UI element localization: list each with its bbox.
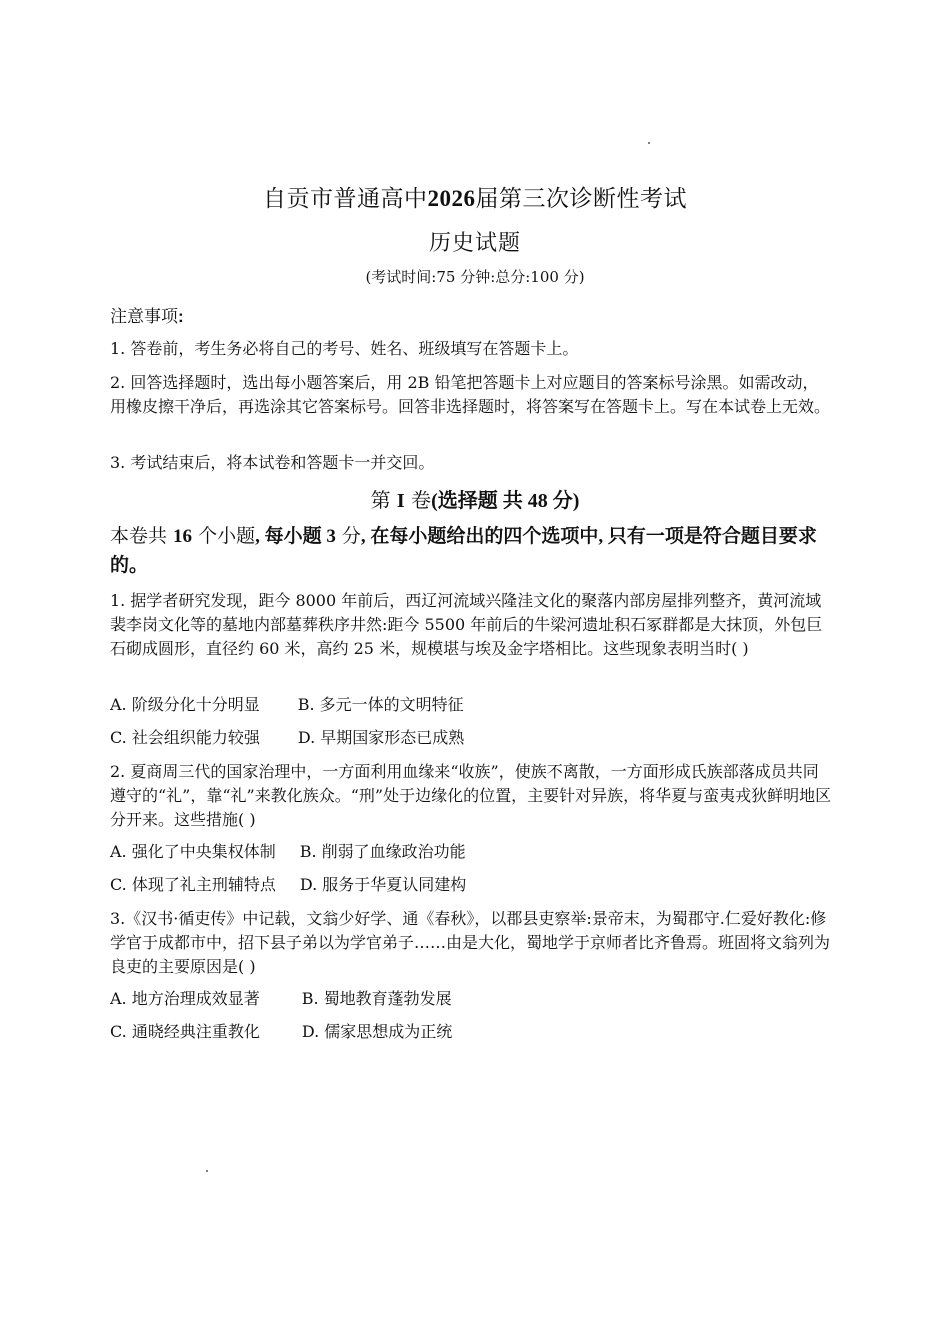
question-1-options-row-2 (110, 727, 464, 749)
option-d[interactable]: D. 儒家思想成为正统 (301, 1022, 453, 1041)
scan-dot (206, 1170, 208, 1172)
question-3-stem: 3.《汉书·循吏传》中记载，文翁少好学、通《春秋》，以郡县吏察举:景帝末，为蜀郡守.仁爱好教化:修学官于成都市中，招下县子弟以为学官弟子……由是大化，蜀地学于京师者比齐鲁焉。班固将文翁列为良吏的主要原因是( ) (110, 909, 831, 976)
option-a[interactable]: A. 地方治理成效显著 (110, 989, 260, 1008)
desc-part: , 在每小题给出的四个选项中 (360, 526, 599, 547)
section-title-roman: I (396, 490, 405, 512)
desc-part: 本卷共 (110, 525, 174, 547)
question-2-options-row-2 (110, 874, 466, 896)
desc-part: 个小题 (192, 525, 256, 547)
option-a[interactable]: A. 强化了中央集权体制 (110, 842, 276, 861)
title-year: 2026 (427, 186, 476, 211)
section-title (0, 484, 950, 513)
question-2-stem: 2. 夏商周三代的国家治理中，一方面利用血缘来“收族”，使族不离散，一方面形成氏族部落成员共同遵守的“礼”，靠“礼”来教化族众。“刑”处于边缘化的位置，主要针对异族，将华夏与蛮夷戎狄鲜明地区分开来。这些措施( ) (110, 762, 832, 829)
desc-part: , 只有一项是符合题目要求的。 (110, 526, 817, 576)
scan-dot (648, 142, 650, 144)
title-prefix: 自贡市普通高中 (263, 186, 428, 212)
subject-title: 历史试题 (428, 231, 521, 256)
section-title-pre: 第 (370, 488, 397, 512)
option-c[interactable]: C. 通晓经典注重教化 (110, 1022, 260, 1041)
desc-count: 16 (173, 526, 193, 547)
question-1-options-row-1 (110, 694, 464, 716)
section-title-paren: (选择题 共 (431, 490, 528, 512)
option-b[interactable]: B. 蜀地教育蓬勃发展 (301, 989, 452, 1008)
question-3-options-row-2 (110, 1021, 452, 1043)
notice-heading (110, 302, 184, 327)
notice-item-1: 1. 答卷前，考生务必将自己的考号、姓名、班级填写在答题卡上。 (110, 339, 579, 358)
question-3-options-row-1 (110, 988, 452, 1010)
option-d[interactable]: D. 早期国家形态已成熟 (297, 728, 465, 747)
section-title-mid: 卷 (404, 488, 432, 512)
section-title-end: 分) (547, 490, 580, 512)
exam-title (0, 180, 950, 213)
question-2-options-row-1 (110, 841, 466, 863)
question-1-stem: 1. 据学者研究发现，距今 8000 年前后，西辽河流域兴隆洼文化的聚落内部房屋排列整齐，黄河流域裴李岗文化等的墓地内部墓葬秩序井然:距今 5500 年前后的牛梁河遗址积石冢群都是大抹顶，外包巨石砌成圆形，直径约 60 米，高约 25 米，规模堪与埃及金字塔相比。这些现象表明当时( ) (110, 591, 823, 658)
desc-part: 分 (335, 525, 361, 547)
section-description (110, 522, 834, 580)
option-b[interactable]: B. 多元一体的文明特征 (297, 695, 464, 714)
option-d[interactable]: D. 服务于华夏认同建构 (299, 875, 467, 894)
section-title-score: 48 (527, 490, 548, 512)
option-c[interactable]: C. 体现了礼主刑辅特点 (110, 875, 276, 894)
option-b[interactable]: B. 削弱了血缘政治功能 (299, 842, 466, 861)
desc-part: , 每小题 (255, 526, 327, 547)
notice-heading-text: 注意事项 (110, 307, 178, 327)
exam-info: (考试时间:75 分钟:总分:100 分) (365, 268, 585, 286)
notice-item-2: 2. 回答选择题时，选出每小题答案后，用 2B 铅笔把答题卡上对应题目的答案标号涂黑。如需改动，用橡皮擦干净后，再选涂其它答案标号。回答非选择题时，将答案写在答题卡上。写在本试卷上无效。 (110, 373, 831, 416)
option-c[interactable]: C. 社会组织能力较强 (110, 728, 260, 747)
notice-heading-colon: : (178, 307, 184, 326)
title-suffix: 届第三次诊断性考试 (475, 186, 687, 212)
option-a[interactable]: A. 阶级分化十分明显 (110, 695, 260, 714)
desc-points: 3 (326, 526, 336, 547)
notice-item-3: 3. 考试结束后，将本试卷和答题卡一并交回。 (110, 453, 435, 472)
